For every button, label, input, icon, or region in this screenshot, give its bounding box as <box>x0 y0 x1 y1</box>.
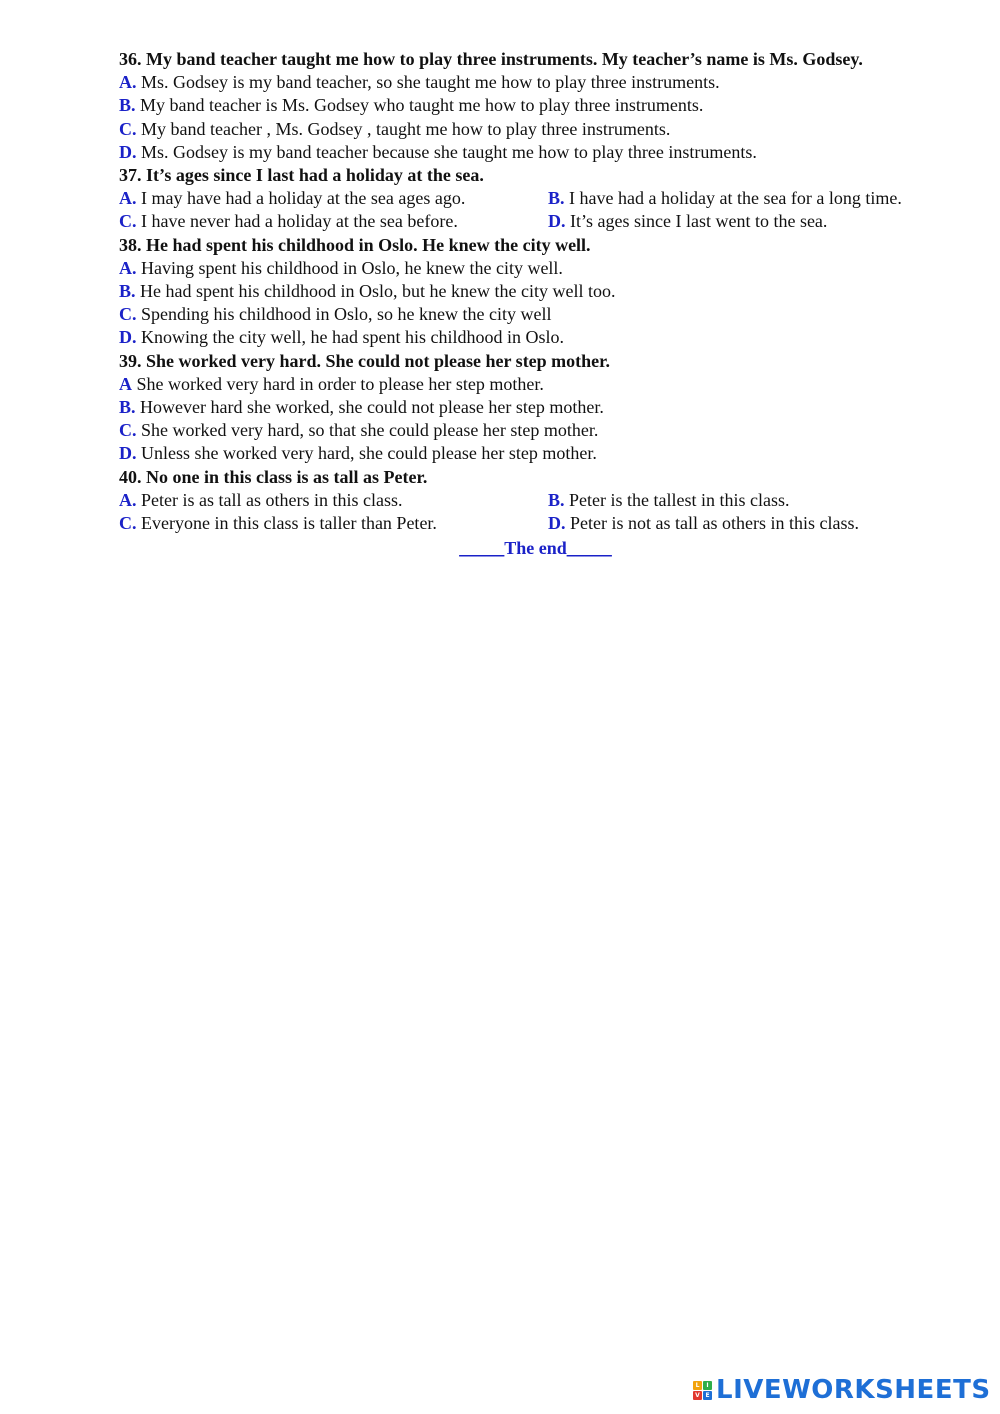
option-label: B. <box>548 188 565 209</box>
worksheet-page <box>119 48 953 560</box>
option-label: C. <box>119 211 137 232</box>
question-39-option-b[interactable] <box>119 396 953 419</box>
option-text: Peter is not as tall as others in this class. <box>565 513 859 534</box>
liveworksheets-logo-icon <box>693 1381 712 1400</box>
question-39-option-d[interactable] <box>119 442 953 465</box>
question-38-option-c[interactable] <box>119 303 953 326</box>
option-label: A. <box>119 489 137 510</box>
option-label: D. <box>548 513 566 534</box>
question-37-option-a[interactable] <box>119 187 548 210</box>
option-label: B. <box>548 489 565 510</box>
option-label: A. <box>119 188 137 209</box>
question-36-option-d[interactable] <box>119 141 953 164</box>
option-label: A. <box>119 257 137 278</box>
option-label: D. <box>548 211 566 232</box>
logo-letter: V <box>693 1391 702 1400</box>
question-37-option-c[interactable] <box>119 210 548 233</box>
option-text: I have had a holiday at the sea for a long time. <box>564 188 902 209</box>
option-text: She worked very hard, so that she could please her step mother. <box>136 420 599 441</box>
option-label: A <box>119 373 132 394</box>
question-38-option-a[interactable] <box>119 257 953 280</box>
question-37-options-row-2 <box>119 210 953 233</box>
question-37-options-row-1 <box>119 187 953 210</box>
option-label: D. <box>119 443 137 464</box>
option-label: C. <box>119 513 137 534</box>
question-40-options-row-2 <box>119 512 953 535</box>
question-39-option-c[interactable] <box>119 419 953 442</box>
option-label: D. <box>119 327 137 348</box>
brand-name: LIVEWORKSHEETS <box>716 1375 991 1405</box>
option-text: My band teacher is Ms. Godsey who taught me how to play three instruments. <box>135 95 704 116</box>
question-36-option-a[interactable] <box>119 71 953 94</box>
question-40-option-b[interactable] <box>548 489 789 512</box>
question-38-option-b[interactable] <box>119 280 953 303</box>
question-40-option-d[interactable] <box>548 512 859 535</box>
option-text: She worked very hard in order to please her step mother. <box>132 373 544 394</box>
option-text: Peter is as tall as others in this class. <box>136 489 403 510</box>
logo-letter: L <box>693 1381 702 1390</box>
question-36-stem: 36. My band teacher taught me how to play three instruments. My teacher’s name is Ms. Godsey. <box>119 49 863 69</box>
option-label: C. <box>119 420 137 441</box>
question-38-option-d[interactable] <box>119 326 953 349</box>
end-line-right: _____ <box>566 538 612 559</box>
option-text: However hard she worked, she could not please her step mother. <box>135 397 604 418</box>
question-36-option-b[interactable] <box>119 94 953 117</box>
liveworksheets-brand[interactable] <box>693 1374 991 1406</box>
the-end-footer <box>119 537 953 560</box>
question-37-stem: 37. It’s ages since I last had a holiday at the sea. <box>119 165 484 186</box>
option-text: Spending his childhood in Oslo, so he knew the city well <box>136 304 552 325</box>
question-38-stem: 38. He had spent his childhood in Oslo. He knew the city well. <box>119 234 591 255</box>
logo-letter: E <box>703 1391 712 1400</box>
option-text: Knowing the city well, he had spent his childhood in Oslo. <box>136 327 564 348</box>
option-text: He had spent his childhood in Oslo, but he knew the city well too. <box>135 281 616 302</box>
option-text: Ms. Godsey is my band teacher because she taught me how to play three instruments. <box>136 141 757 162</box>
question-40-options-row-1 <box>119 489 953 512</box>
question-40-option-a[interactable] <box>119 489 548 512</box>
question-37-option-d[interactable] <box>548 210 827 233</box>
option-text: Peter is the tallest in this class. <box>564 489 790 510</box>
option-label: D. <box>119 141 137 162</box>
option-text: Ms. Godsey is my band teacher, so she taught me how to play three instruments. <box>136 72 720 93</box>
option-label: B. <box>119 281 136 302</box>
option-text: It’s ages since I last went to the sea. <box>565 211 828 232</box>
option-text: I may have had a holiday at the sea ages ago. <box>136 188 466 209</box>
option-text: Everyone in this class is taller than Peter. <box>136 513 437 534</box>
question-37-option-b[interactable] <box>548 187 902 210</box>
option-label: B. <box>119 95 136 116</box>
question-39-option-a[interactable] <box>119 373 953 396</box>
logo-letter: I <box>703 1381 712 1390</box>
option-text: Unless she worked very hard, she could please her step mother. <box>136 443 597 464</box>
question-36-option-c[interactable] <box>119 118 953 141</box>
end-text: The end <box>504 538 567 559</box>
option-text: Having spent his childhood in Oslo, he knew the city well. <box>136 257 563 278</box>
option-label: A. <box>119 72 137 93</box>
question-40-stem: 40. No one in this class is as tall as Peter. <box>119 466 428 487</box>
end-line-left: _____ <box>459 538 505 559</box>
option-label: B. <box>119 397 136 418</box>
option-label: C. <box>119 118 137 139</box>
option-text: I have never had a holiday at the sea before. <box>136 211 458 232</box>
option-label: C. <box>119 304 137 325</box>
question-39-stem: 39. She worked very hard. She could not please her step mother. <box>119 350 611 371</box>
question-40-option-c[interactable] <box>119 512 548 535</box>
option-text: My band teacher , Ms. Godsey , taught me how to play three instruments. <box>136 118 671 139</box>
